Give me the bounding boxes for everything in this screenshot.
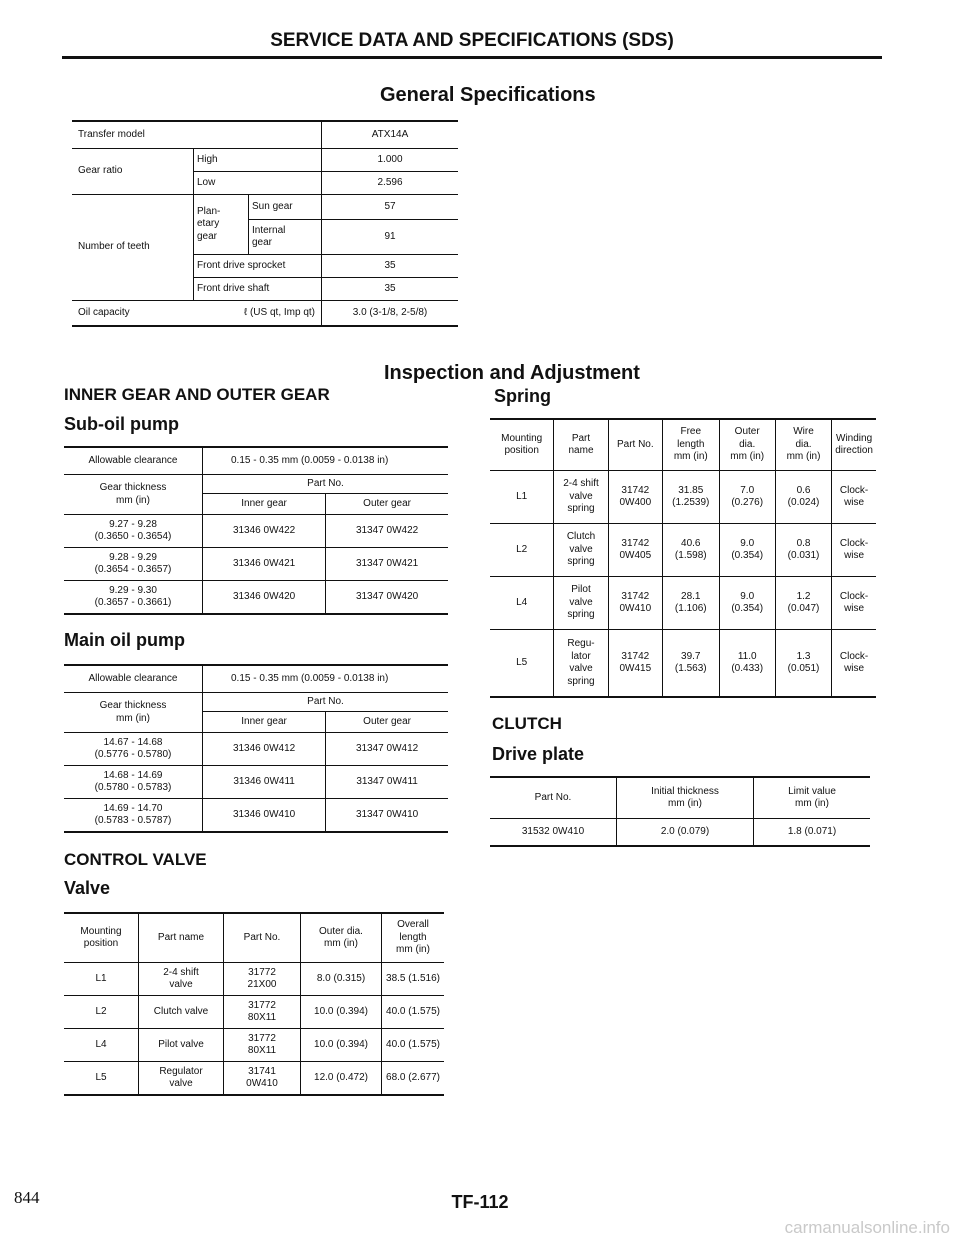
spring-cell: L1	[490, 471, 554, 524]
valve-cell: Clutch valve	[139, 996, 224, 1029]
front-drive-sprocket-label: Front drive sprocket	[194, 255, 322, 278]
spring-header-part-no: Part No.	[608, 419, 662, 471]
main-clearance-label: Allowable clearance	[64, 665, 203, 693]
table-row	[72, 301, 458, 327]
drive-plate-title: Drive plate	[492, 744, 585, 764]
valve-cell: L1	[64, 963, 139, 996]
valve-title: Valve	[64, 878, 111, 898]
valve-cell: Pilot valve	[139, 1029, 224, 1062]
main-oil-pump-table	[64, 664, 448, 833]
drive-plate-cell: 2.0 (0.079)	[617, 819, 754, 847]
sub-clearance-value: 0.15 - 0.35 mm (0.0059 - 0.0138 in)	[231, 454, 389, 466]
table-row	[72, 149, 458, 172]
sun-gear-value: 57	[384, 200, 396, 212]
high-value: 1.000	[377, 153, 403, 165]
spring-cell: Clock- wise	[839, 590, 869, 614]
valve-cell: L5	[64, 1062, 139, 1096]
main-outer-part-cell: 31347 0W411	[356, 775, 418, 787]
main-outer-gear-label: Outer gear	[363, 715, 411, 727]
spring-table	[490, 418, 876, 698]
sun-gear-label: Sun gear	[249, 195, 322, 220]
main-thickness-cell: 14.69 - 14.70 (0.5783 - 0.5787)	[64, 799, 203, 833]
table-row	[64, 799, 448, 833]
spring-cell: 1.3 (0.051)	[775, 630, 831, 698]
table-row	[72, 195, 458, 220]
valve-header-part-no: Part No.	[224, 913, 301, 963]
table-row	[490, 471, 876, 524]
spring-header-outer-dia: Outer dia. mm (in)	[719, 419, 775, 471]
oil-capacity-unit: ℓ (US qt, Imp qt)	[194, 301, 322, 327]
spring-cell: 7.0 (0.276)	[719, 471, 775, 524]
spring-header-part-name: Part name	[554, 419, 608, 471]
table-row	[490, 777, 870, 819]
spring-cell: L4	[490, 577, 554, 630]
table-row	[64, 475, 448, 494]
valve-cell: L2	[64, 996, 139, 1029]
valve-table	[64, 912, 444, 1096]
spring-header-winding: Winding direction	[835, 432, 873, 456]
table-row	[64, 1029, 444, 1062]
valve-header-part-name: Part name	[139, 913, 224, 963]
valve-cell: 31741 0W410	[224, 1062, 301, 1096]
sub-inner-part-cell: 31346 0W421	[203, 548, 326, 581]
page-header: SERVICE DATA AND SPECIFICATIONS (SDS)	[270, 30, 674, 51]
valve-cell: 40.0 (1.575)	[386, 1038, 440, 1050]
main-part-no-label: Part No.	[307, 695, 344, 707]
table-row	[64, 766, 448, 799]
page-code: TF-112	[451, 1192, 509, 1212]
drive-plate-header-part-no: Part No.	[490, 777, 617, 819]
table-row	[64, 913, 444, 963]
watermark: carmanualsonline.info	[784, 1218, 950, 1237]
main-outer-part-cell: 31347 0W412	[355, 742, 419, 754]
table-row	[64, 581, 448, 615]
internal-gear-value: 91	[384, 230, 396, 242]
inspection-adjustment-title: Inspection and Adjustment	[384, 362, 640, 384]
drive-plate-cell: 1.8 (0.071)	[787, 825, 837, 837]
sub-part-no-label: Part No.	[307, 477, 344, 489]
spring-cell: 31742 0W410	[608, 577, 662, 630]
gear-ratio-label: Gear ratio	[72, 149, 194, 195]
spring-cell: L5	[490, 630, 554, 698]
sub-thickness-cell: 9.29 - 9.30 (0.3657 - 0.3661)	[64, 581, 203, 615]
spring-header-mounting: Mounting position	[490, 419, 554, 471]
main-outer-part-cell: 31347 0W410	[355, 808, 419, 820]
valve-cell: 8.0 (0.315)	[301, 963, 382, 996]
table-row	[64, 733, 448, 766]
valve-cell: 38.5 (1.516)	[386, 972, 440, 984]
sub-inner-part-cell: 31346 0W420	[203, 581, 326, 615]
page-number-left: 844	[14, 1188, 40, 1207]
spring-cell: 39.7 (1.563)	[663, 630, 720, 698]
front-drive-shaft-value: 35	[384, 282, 396, 294]
table-row	[64, 963, 444, 996]
table-row	[490, 524, 876, 577]
spring-cell: 0.6 (0.024)	[775, 471, 831, 524]
spring-cell: 31742 0W405	[608, 524, 662, 577]
main-inner-part-cell: 31346 0W411	[203, 766, 326, 799]
spring-header-wire-dia: Wire dia. mm (in)	[775, 419, 831, 471]
spring-cell: Clock- wise	[839, 650, 869, 674]
main-inner-part-cell: 31346 0W412	[203, 733, 326, 766]
sub-oil-pump-title: Sub-oil pump	[64, 414, 179, 434]
table-row	[72, 121, 458, 149]
transfer-model-label: Transfer model	[72, 121, 322, 149]
table-row	[490, 630, 876, 698]
valve-cell: 12.0 (0.472)	[301, 1062, 382, 1096]
drive-plate-header-limit-value: Limit value mm (in)	[788, 785, 836, 809]
sub-inner-gear-label: Inner gear	[203, 494, 326, 515]
transfer-model-value: ATX14A	[371, 128, 409, 140]
sub-oil-pump-table	[64, 446, 448, 615]
main-thickness-label: Gear thickness mm (in)	[64, 693, 203, 733]
valve-header-overall-length: Overall length mm (in)	[396, 919, 430, 956]
valve-cell: 2-4 shift valve	[139, 963, 224, 996]
table-row	[64, 548, 448, 581]
spring-cell: 11.0 (0.433)	[719, 630, 775, 698]
main-thickness-cell: 14.67 - 14.68 (0.5776 - 0.5780)	[64, 733, 203, 766]
oil-capacity-value: 3.0 (3-1/8, 2-5/8)	[352, 306, 428, 318]
valve-cell: L4	[64, 1029, 139, 1062]
general-specifications-title: General Specifications	[380, 84, 596, 106]
main-oil-pump-title: Main oil pump	[64, 630, 185, 650]
valve-cell: 68.0 (2.677)	[386, 1071, 440, 1083]
spring-cell: Clock- wise	[839, 537, 869, 561]
clutch-title: CLUTCH	[492, 714, 562, 733]
spring-cell: 31742 0W415	[608, 630, 662, 698]
inner-outer-gear-title: INNER GEAR AND OUTER GEAR	[64, 385, 330, 404]
drive-plate-cell: 31532 0W410	[490, 819, 617, 847]
main-inner-gear-label: Inner gear	[203, 712, 326, 733]
valve-cell: 31772 80X11	[224, 996, 301, 1029]
valve-cell: 10.0 (0.394)	[301, 1029, 382, 1062]
front-drive-sprocket-value: 35	[384, 259, 396, 271]
sub-thickness-cell: 9.28 - 9.29 (0.3654 - 0.3657)	[64, 548, 203, 581]
planetary-gear-label: Plan- etary gear	[194, 195, 249, 255]
table-row	[64, 1062, 444, 1096]
sub-inner-part-cell: 31346 0W422	[203, 515, 326, 548]
low-label: Low	[194, 172, 322, 195]
spring-cell: Regu- lator valve spring	[554, 630, 608, 698]
spring-header-free-length: Free length mm (in)	[663, 419, 720, 471]
spring-cell: 40.6 (1.598)	[663, 524, 720, 577]
table-row	[64, 515, 448, 548]
valve-header-mounting: Mounting position	[64, 913, 139, 963]
spring-cell: 2-4 shift valve spring	[554, 471, 608, 524]
spring-cell: Clock- wise	[839, 484, 869, 508]
valve-cell: 10.0 (0.394)	[301, 996, 382, 1029]
table-row	[490, 819, 870, 847]
sub-outer-gear-label: Outer gear	[363, 497, 411, 509]
spring-title: Spring	[494, 386, 551, 406]
valve-cell: 31772 21X00	[224, 963, 301, 996]
front-drive-shaft-label: Front drive shaft	[194, 278, 322, 301]
drive-plate-header-initial-thickness: Initial thickness mm (in)	[617, 777, 754, 819]
table-row	[64, 996, 444, 1029]
spring-cell: 9.0 (0.354)	[719, 524, 775, 577]
table-row	[64, 693, 448, 712]
main-inner-part-cell: 31346 0W410	[203, 799, 326, 833]
sub-outer-part-cell: 31347 0W421	[355, 557, 419, 569]
high-label: High	[194, 149, 322, 172]
control-valve-title: CONTROL VALVE	[64, 850, 207, 869]
spring-cell: Clutch valve spring	[554, 524, 608, 577]
spring-cell: 1.2 (0.047)	[775, 577, 831, 630]
main-thickness-cell: 14.68 - 14.69 (0.5780 - 0.5783)	[64, 766, 203, 799]
spring-cell: L2	[490, 524, 554, 577]
header-rule	[62, 56, 882, 59]
valve-cell: 31772 80X11	[224, 1029, 301, 1062]
oil-capacity-label: Oil capacity	[78, 306, 130, 318]
number-of-teeth-label: Number of teeth	[72, 195, 194, 301]
table-row	[64, 447, 448, 475]
spring-cell: Pilot valve spring	[554, 577, 608, 630]
sub-thickness-label: Gear thickness mm (in)	[64, 475, 203, 515]
valve-cell: Regulator valve	[139, 1062, 224, 1096]
main-clearance-value: 0.15 - 0.35 mm (0.0059 - 0.0138 in)	[231, 672, 389, 684]
sub-outer-part-cell: 31347 0W422	[355, 524, 419, 536]
spring-cell: 31742 0W400	[608, 471, 662, 524]
valve-header-outer-dia: Outer dia. mm (in)	[301, 913, 382, 963]
spring-cell: 31.85 (1.2539)	[663, 471, 720, 524]
table-row	[490, 419, 876, 471]
internal-gear-label: Internal gear	[249, 220, 322, 255]
sub-outer-part-cell: 31347 0W420	[355, 590, 419, 602]
spring-cell: 9.0 (0.354)	[719, 577, 775, 630]
sub-clearance-label: Allowable clearance	[64, 447, 203, 475]
drive-plate-table	[490, 776, 870, 847]
sub-thickness-cell: 9.27 - 9.28 (0.3650 - 0.3654)	[64, 515, 203, 548]
valve-cell: 40.0 (1.575)	[386, 1005, 440, 1017]
spring-cell: 0.8 (0.031)	[775, 524, 831, 577]
general-spec-table	[72, 120, 458, 327]
table-row	[64, 665, 448, 693]
low-value: 2.596	[377, 176, 403, 188]
table-row	[490, 577, 876, 630]
spring-cell: 28.1 (1.106)	[663, 577, 720, 630]
